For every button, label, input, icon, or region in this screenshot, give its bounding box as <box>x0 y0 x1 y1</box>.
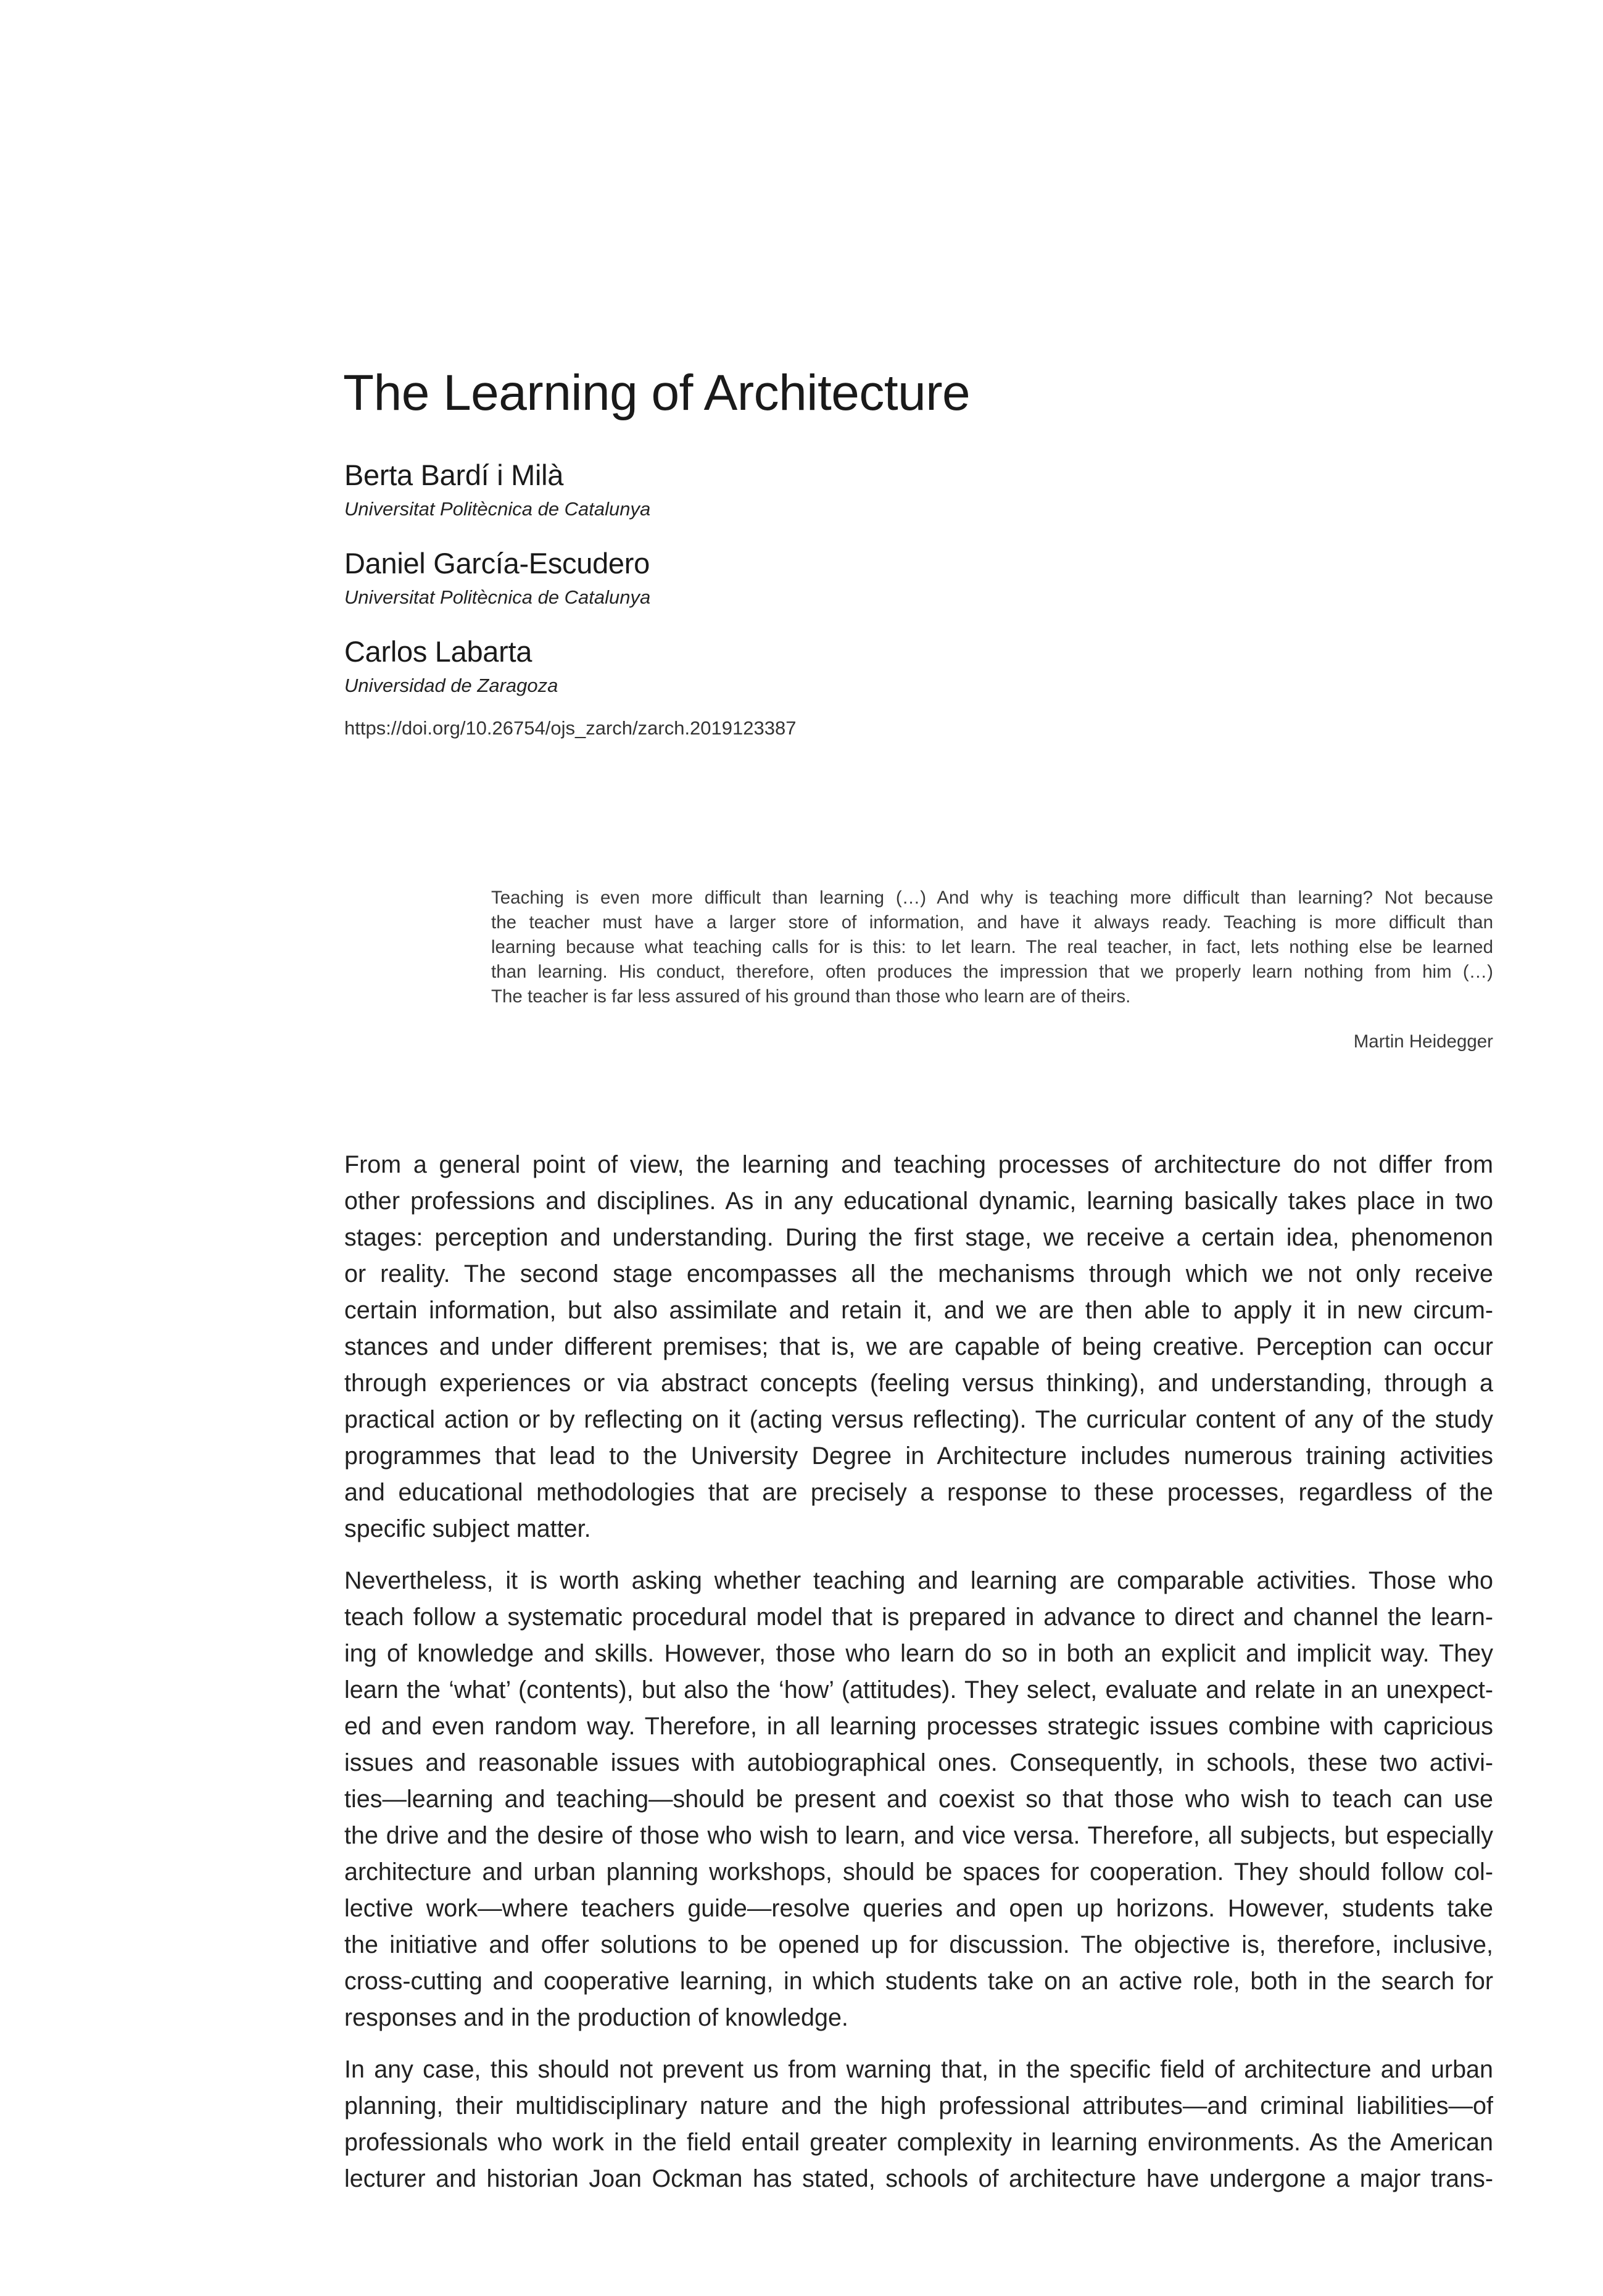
body-line: practical action or by reflecting on it (acting versus reflecting). The curricular content of any of the study <box>344 1406 1493 1433</box>
body-line: From a general point of view, the learning and teaching processes of architecture do not differ from <box>344 1151 1493 1178</box>
body-line: through experiences or via abstract concepts (feeling versus thinking), and understanding, through a <box>344 1370 1493 1397</box>
body-line: specific subject matter. <box>344 1515 591 1542</box>
body-line: responses and in the production of knowledge. <box>344 2004 848 2031</box>
author-affiliation: Universitat Politècnica de Catalunya <box>344 498 651 520</box>
body-line: lecturer and historian Joan Ockman has stated, schools of architecture have undergone a major trans- <box>344 2165 1493 2192</box>
epigraph-quote <box>491 886 1493 1009</box>
doi-link[interactable]: https://doi.org/10.26754/ojs_zarch/zarch.2019123387 <box>344 717 797 739</box>
epigraph-line: learning because what teaching calls for is this: to let learn. The real teacher, in fact, lets nothing else be learned <box>491 937 1493 957</box>
body-line: and educational methodologies that are precisely a response to these processes, regardless of the <box>344 1479 1493 1506</box>
body-line: ed and even random way. Therefore, in all learning processes strategic issues combine with capricious <box>344 1713 1493 1740</box>
epigraph-line: Teaching is even more difficult than learning (…) And why is teaching more difficult than learning? Not because <box>491 888 1493 908</box>
epigraph-attribution: Martin Heidegger <box>1353 1031 1493 1052</box>
epigraph-line: the teacher must have a larger store of information, and have it always ready. Teaching is more difficult than <box>491 912 1493 933</box>
body-line: teach follow a systematic procedural model that is prepared in advance to direct and channel the learn- <box>344 1603 1493 1631</box>
paragraph-3 <box>344 2052 1493 2197</box>
body-line: certain information, but also assimilate and retain it, and we are then able to apply it in new circum- <box>344 1297 1493 1324</box>
body-line: In any case, this should not prevent us from warning that, in the specific field of architecture and urban <box>344 2056 1493 2083</box>
body-line: or reality. The second stage encompasses all the mechanisms through which we not only receive <box>344 1260 1493 1287</box>
author-1 <box>344 460 1085 518</box>
article-title: The Learning of Architecture <box>343 365 971 421</box>
epigraph-line: than learning. His conduct, therefore, often produces the impression that we properly learn nothing from him (…) <box>491 962 1493 982</box>
body-line: lective work—where teachers guide—resolve queries and open up horizons. However, students take <box>344 1895 1493 1922</box>
author-name: Berta Bardí i Milà <box>344 459 564 491</box>
author-affiliation: Universidad de Zaragoza <box>344 675 558 696</box>
body-line: issues and reasonable issues with autobiographical ones. Consequently, in schools, these two activi- <box>344 1749 1493 1776</box>
body-line: stances and under different premises; that is, we are capable of being creative. Perception can occur <box>344 1333 1493 1360</box>
paragraph-1 <box>344 1147 1493 1547</box>
author-name: Daniel García-Escudero <box>344 547 650 580</box>
body-line: learn the ‘what’ (contents), but also the ‘how’ (attitudes). They select, evaluate and relate in an unexpect- <box>344 1676 1493 1703</box>
author-2 <box>344 549 1085 607</box>
author-3 <box>344 637 1085 695</box>
body-line: professionals who work in the field entail greater complexity in learning environments. As the American <box>344 2129 1493 2156</box>
body-line: the initiative and offer solutions to be opened up for discussion. The objective is, therefore, inclusive, <box>344 1931 1493 1958</box>
body-line: Nevertheless, it is worth asking whether teaching and learning are comparable activities. Those who <box>344 1567 1493 1594</box>
body-line: ing of knowledge and skills. However, those who learn do so in both an explicit and implicit way. They <box>344 1640 1493 1667</box>
body-line: cross-cutting and cooperative learning, in which students take on an active role, both in the search for <box>344 1968 1493 1995</box>
body-line: programmes that lead to the University Degree in Architecture includes numerous training activities <box>344 1442 1493 1470</box>
author-affiliation: Universitat Politècnica de Catalunya <box>344 586 651 608</box>
body-line: the drive and the desire of those who wish to learn, and vice versa. Therefore, all subjects, but especially <box>344 1822 1493 1849</box>
body-line: planning, their multidisciplinary nature and the high professional attributes—and criminal liabilities—of <box>344 2092 1493 2119</box>
body-line: ties—learning and teaching—should be present and coexist so that those who wish to teach can use <box>344 1786 1493 1813</box>
body-line: architecture and urban planning workshops, should be spaces for cooperation. They should follow col- <box>344 1858 1493 1886</box>
body-line: other professions and disciplines. As in any educational dynamic, learning basically takes place in two <box>344 1188 1493 1215</box>
paragraph-2 <box>344 1563 1493 2036</box>
body-line: stages: perception and understanding. During the first stage, we receive a certain idea, phenomenon <box>344 1224 1493 1251</box>
epigraph-line: The teacher is far less assured of his ground than those who learn are of theirs. <box>491 986 1131 1007</box>
article-body <box>344 1147 1493 2213</box>
author-name: Carlos Labarta <box>344 635 532 668</box>
